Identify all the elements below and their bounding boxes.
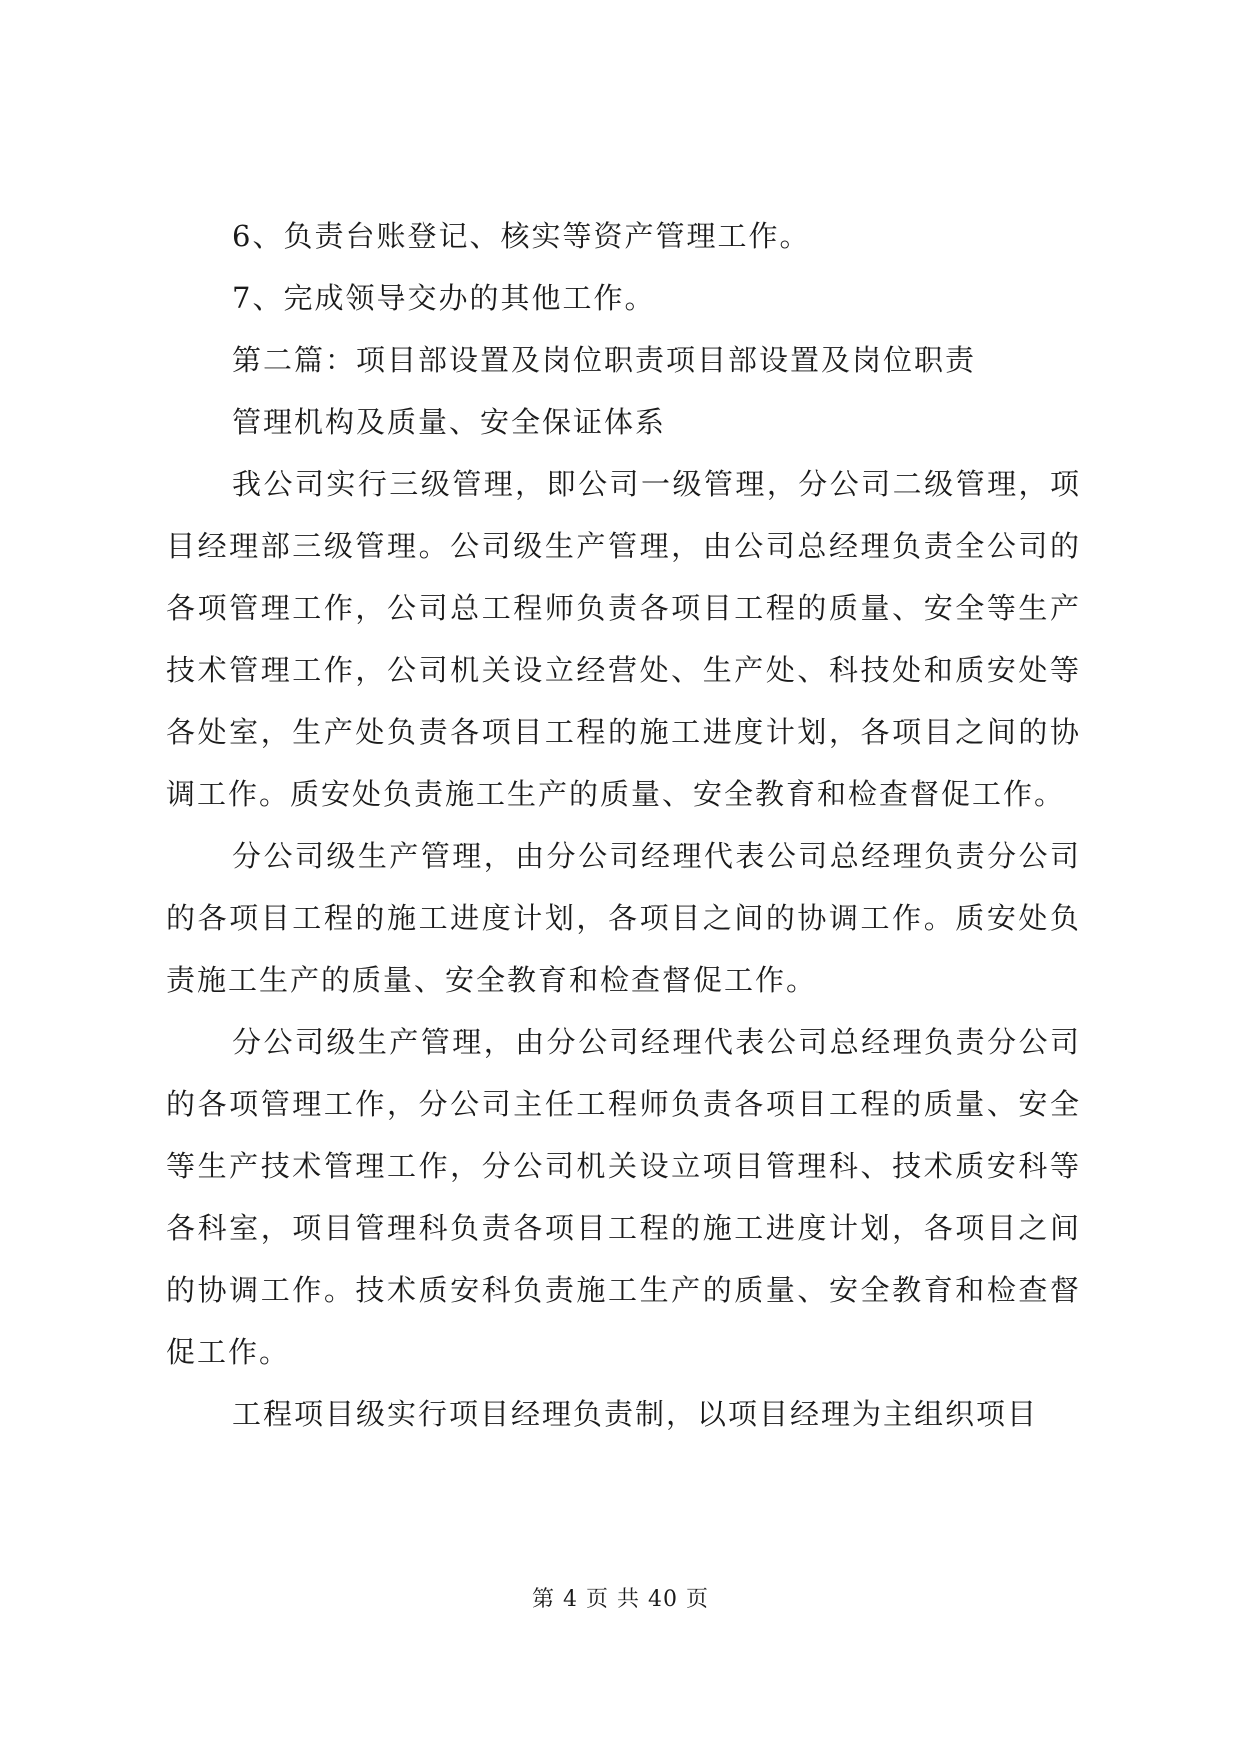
paragraph-branch-management-2: 分公司级生产管理，由分公司经理代表公司总经理负责分公司的各项管理工作，分公司主任工程师负责各项目工程的质量、安全等生产技术管理工作，分公司机关设立项目管理科、技术质安科等各科室，项目管理科负责各项目工程的施工进度计划，各项目之间的协调工作。技术质安科负责施工生产的质量、安全教育和检查督促工作。: [166, 1025, 1081, 1369]
paragraph-branch-management-1: 分公司级生产管理，由分公司经理代表公司总经理负责分公司的各项目工程的施工进度计划，各项目之间的协调工作。质安处负责施工生产的质量、安全教育和检查督促工作。: [166, 839, 1081, 997]
section-heading: 第二篇：项目部设置及岗位职责项目部设置及岗位职责: [232, 343, 977, 377]
document-body: [166, 205, 1081, 1445]
page-footer: 第 4 页 共 40 页: [532, 1587, 709, 1612]
paragraph-company-management: 我公司实行三级管理，即公司一级管理，分公司二级管理，项目经理部三级管理。公司级生产管理，由公司总经理负责全公司的各项管理工作，公司总工程师负责各项目工程的质量、安全等生产技术管理工作，公司机关设立经营处、生产处、科技处和质安处等各处室，生产处负责各项目工程的施工进度计划，各项目之间的协调工作。质安处负责施工生产的质量、安全教育和检查督促工作。: [166, 467, 1081, 811]
paragraph-item-6: 6、负责台账登记、核实等资产管理工作。: [232, 219, 811, 253]
paragraph-project-management: 工程项目级实行项目经理负责制，以项目经理为主组织项目: [232, 1397, 1039, 1431]
section-subheading: 管理机构及质量、安全保证体系: [232, 405, 667, 439]
paragraph-item-7: 7、完成领导交办的其他工作。: [232, 281, 656, 315]
